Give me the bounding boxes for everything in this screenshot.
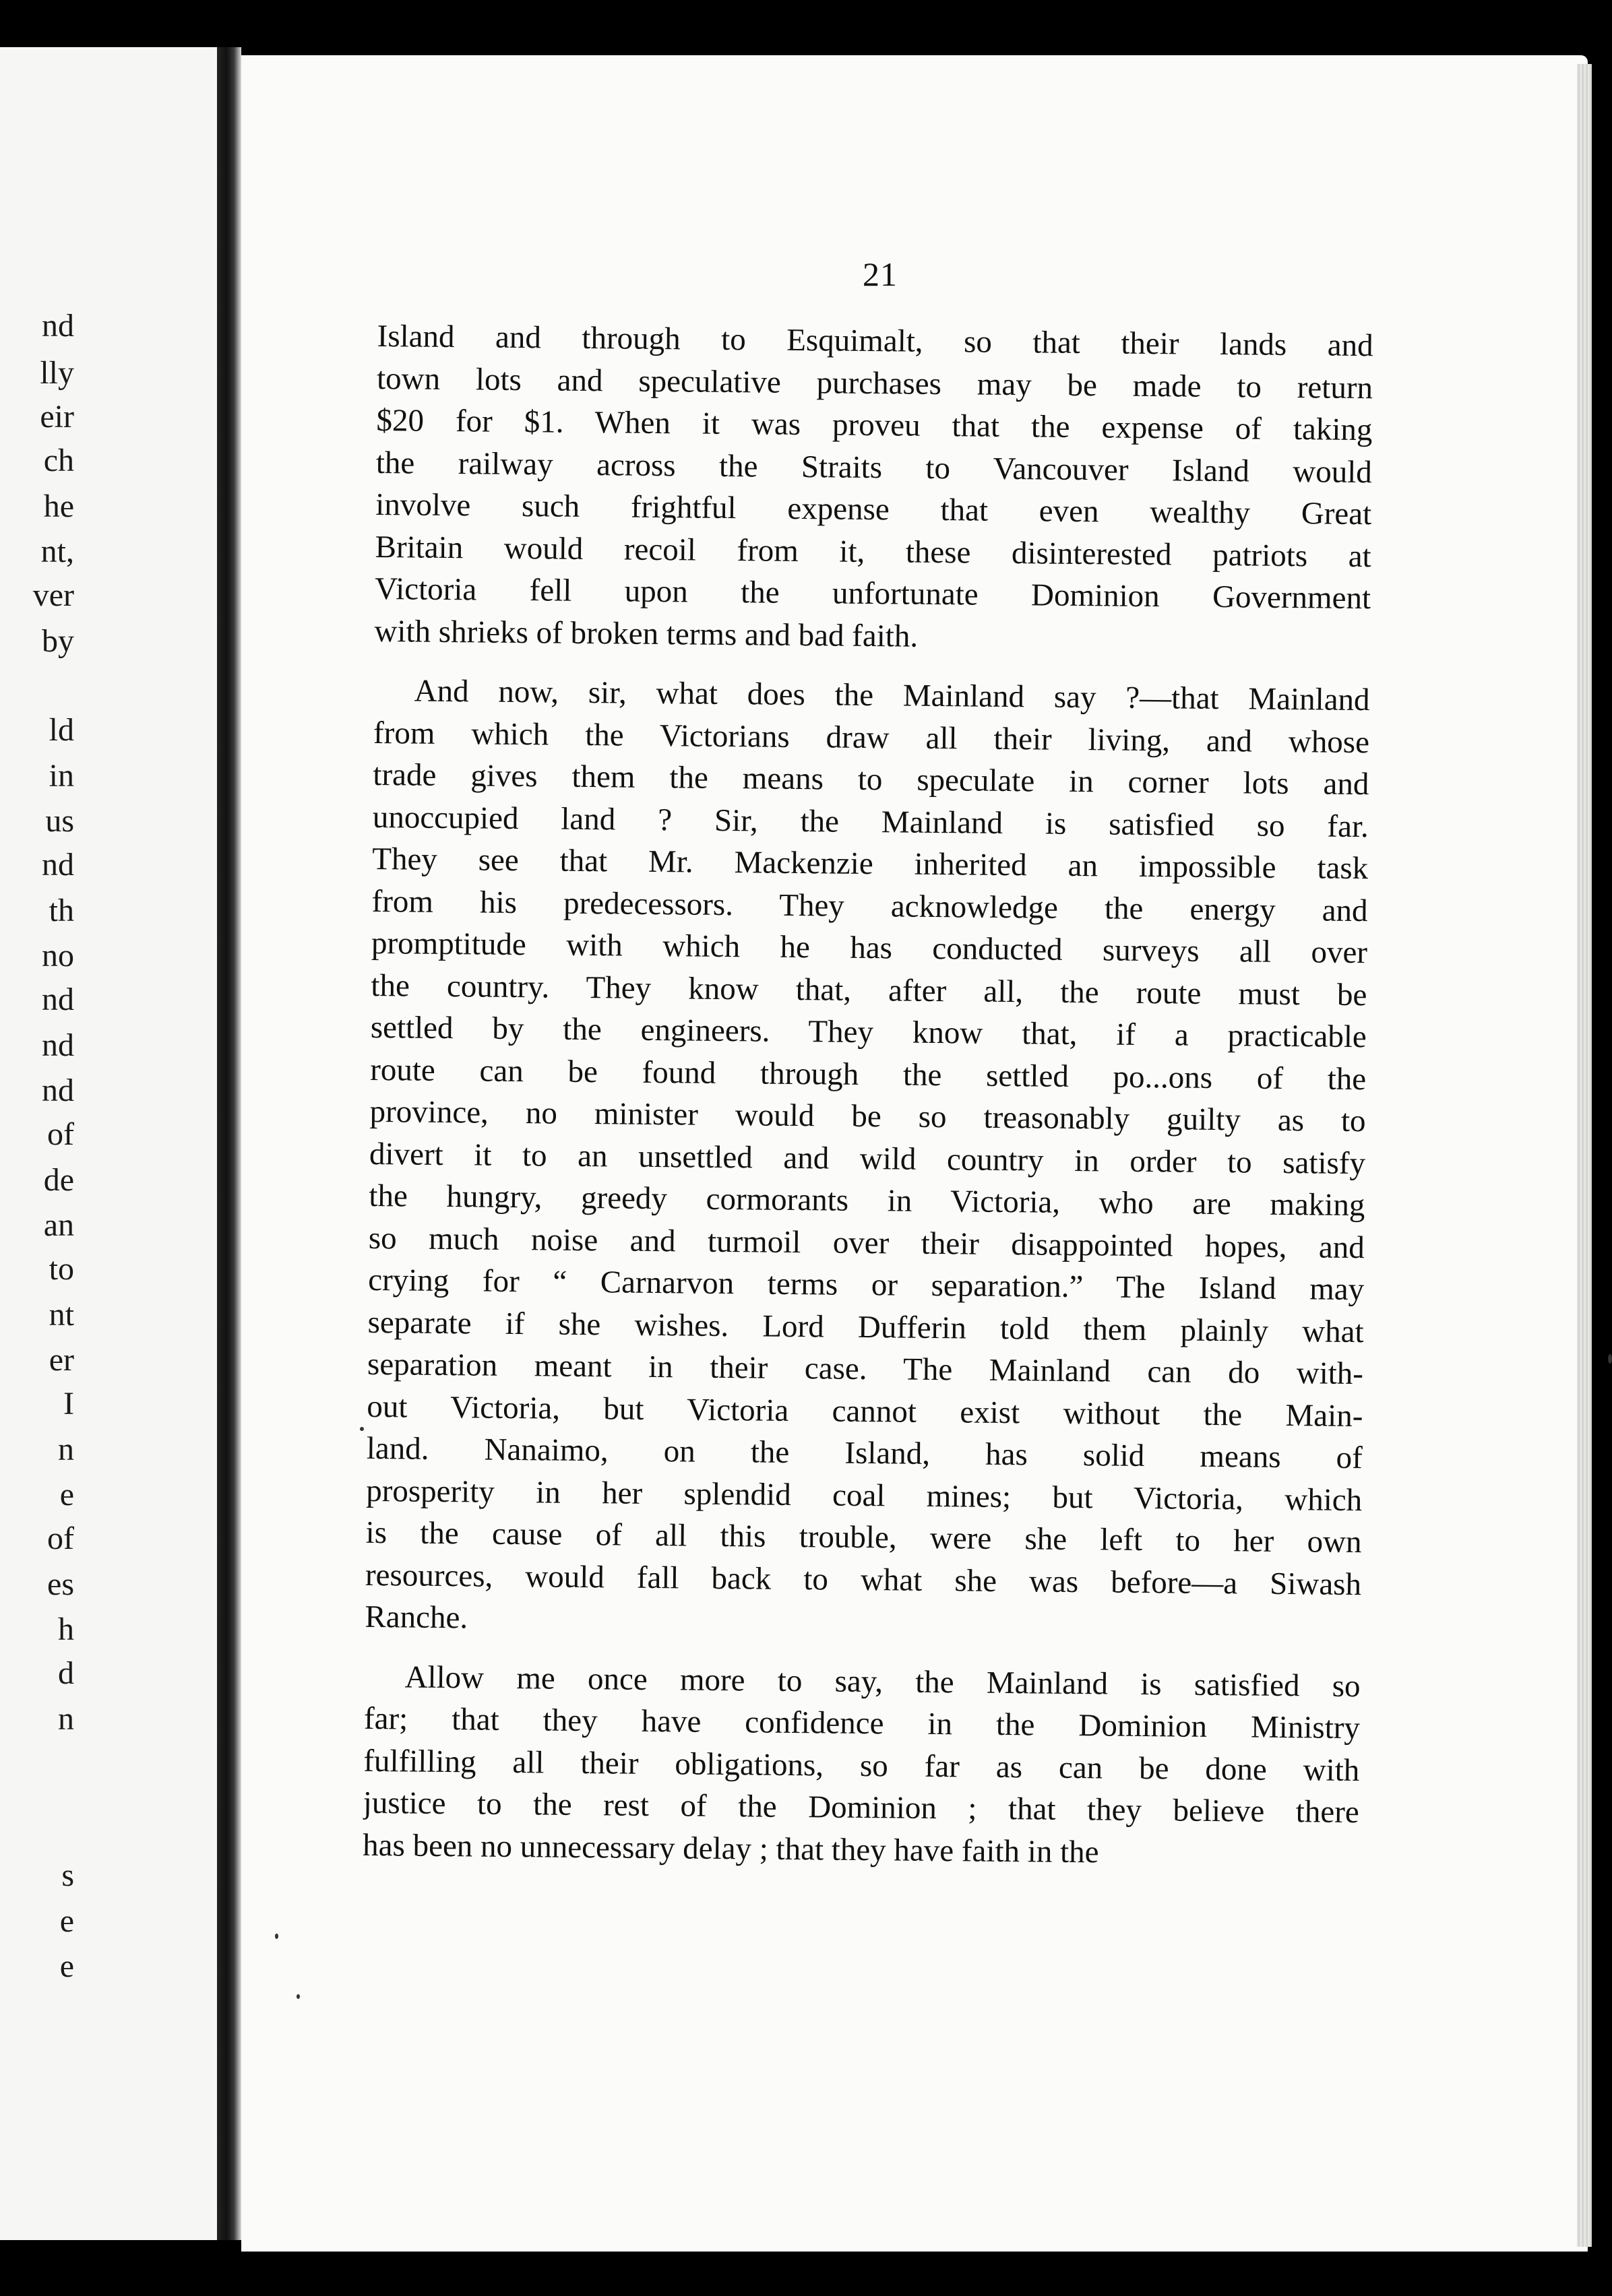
text-line: Britain would recoil from it, these disinterested patriots at	[375, 529, 1371, 574]
left-page-fragment: s	[61, 1857, 74, 1893]
text-line: crying for “ Carnarvon terms or separation.” The Island may	[368, 1262, 1365, 1308]
left-page-fragment: ld	[49, 712, 74, 748]
text-line: unoccupied land ? Sir, the Mainland is satisfied so far.	[372, 799, 1369, 844]
left-page-fragment: nd	[42, 982, 74, 1017]
scan-speck	[297, 1994, 300, 1999]
text-line: Victoria fell upon the unfortunate Dominion Government	[374, 571, 1371, 616]
left-page-fragment: of	[47, 1521, 74, 1556]
scan-speck	[360, 1427, 364, 1431]
left-page-fragment: nt,	[40, 534, 74, 569]
scan-speck	[275, 1934, 278, 1939]
left-page-fragment: nd	[42, 847, 74, 883]
text-line: separate if she wishes. Lord Dufferin told them plainly what	[367, 1304, 1364, 1349]
scan-speck	[1608, 1354, 1612, 1364]
left-page-fragment: eir	[40, 399, 74, 435]
text-line: Allow me once more to say, the Mainland is satisfied so	[404, 1659, 1361, 1704]
left-page-fragment: de	[43, 1162, 74, 1198]
left-page-fragment: by	[42, 623, 74, 659]
text-line: divert it to an unsettled and wild country in order to satisfy	[369, 1136, 1366, 1181]
left-page-fragment: nt	[49, 1297, 74, 1333]
left-page-fragment: d	[58, 1655, 74, 1691]
left-page-fragment: e	[59, 1903, 74, 1939]
text-line: is the cause of all this trouble, were she left to her own	[365, 1514, 1362, 1560]
left-page-fragment: e	[59, 1948, 74, 1984]
book-gutter	[217, 47, 241, 2240]
text-line: They see that Mr. Mackenzie inherited an impossible task	[372, 841, 1369, 887]
text-line: with shrieks of broken terms and bad faith.	[374, 613, 919, 654]
text-line: justice to the rest of the Dominion ; that they believe there	[363, 1785, 1359, 1830]
page-stack-edge	[1577, 64, 1592, 2247]
left-page-fragment: er	[49, 1342, 74, 1378]
text-line: land. Nanaimo, on the Island, has solid means of	[366, 1430, 1363, 1476]
text-line: so much noise and turmoil over their disappointed hopes, and	[368, 1220, 1365, 1265]
left-page-fragment: an	[43, 1207, 74, 1243]
text-line: involve such frightful expense that even wealthy Great	[375, 486, 1372, 532]
text-line: the country. They know that, after all, the route must be	[371, 967, 1367, 1013]
text-line: trade gives them the means to speculate in corner lots and	[373, 757, 1369, 802]
text-line: prosperity in her splendid coal mines; but Victoria, which	[366, 1473, 1363, 1518]
text-line: Ranche.	[365, 1599, 468, 1636]
text-line: from which the Victorians draw all their living, and whose	[373, 715, 1370, 760]
text-line: out Victoria, but Victoria cannot exist without the Main-	[367, 1389, 1363, 1434]
left-page-fragment: to	[49, 1251, 74, 1287]
left-page-fragment: es	[47, 1566, 74, 1602]
text-line: far; that they have confidence in the Dominion Ministry	[363, 1700, 1361, 1746]
left-page-fragment: lly	[40, 355, 74, 391]
text-line: separation meant in their case. The Mainland can do with-	[367, 1346, 1364, 1392]
text-line: has been no unnecessary delay ; that they have faith in the	[362, 1827, 1099, 1870]
left-page-fragment: e	[59, 1477, 74, 1512]
left-page-fragment: ch	[43, 443, 74, 478]
text-line: the hungry, greedy cormorants in Victoria, who are making	[369, 1178, 1365, 1223]
text-line: town lots and speculative purchases may be made to return	[376, 360, 1373, 406]
text-line: And now, sir, what does the Mainland say ?—that Mainland	[414, 673, 1370, 718]
left-page-fragment: ver	[32, 577, 74, 613]
page-number: 21	[863, 255, 898, 293]
text-line: settled by the engineers. They know that, if a practicable	[370, 1009, 1367, 1055]
text-line: province, no minister would be so treasonably guilty as to	[369, 1093, 1366, 1139]
text-line: resources, would fall back to what she was before—a Siwash	[365, 1557, 1362, 1602]
left-page-fragment: th	[49, 893, 74, 928]
left-page-fragment: I	[63, 1386, 74, 1422]
text-line: route can be found through the settled po...ons of the	[370, 1052, 1367, 1097]
left-page-edge	[0, 47, 217, 2240]
left-page-fragment: he	[43, 488, 74, 524]
text-line: Island and through to Esquimalt, so that their lands and	[377, 318, 1373, 364]
left-page-fragment: us	[45, 803, 74, 839]
left-page-fragment: h	[58, 1612, 74, 1647]
text-line: from his predecessors. They acknowledge the energy and	[371, 883, 1368, 928]
left-page-fragment: in	[49, 758, 74, 794]
body-text	[363, 315, 1373, 1876]
left-page-fragment: nd	[42, 1027, 74, 1063]
text-line: fulfilling all their obligations, so far as can be done with	[363, 1743, 1360, 1788]
left-page-fragment: n	[58, 1432, 74, 1467]
text-line: the railway across the Straits to Vancouver Island would	[375, 445, 1373, 490]
text-line: $20 for $1. When it was proveu that the expense of taking	[376, 402, 1373, 448]
left-page-fragment: nd	[42, 308, 74, 344]
left-page-fragment: no	[42, 938, 74, 974]
left-page-fragment: n	[58, 1701, 74, 1737]
left-page-fragment: nd	[42, 1073, 74, 1108]
text-line: promptitude with which he has conducted surveys all over	[371, 925, 1368, 971]
left-page-fragment: of	[47, 1116, 74, 1152]
